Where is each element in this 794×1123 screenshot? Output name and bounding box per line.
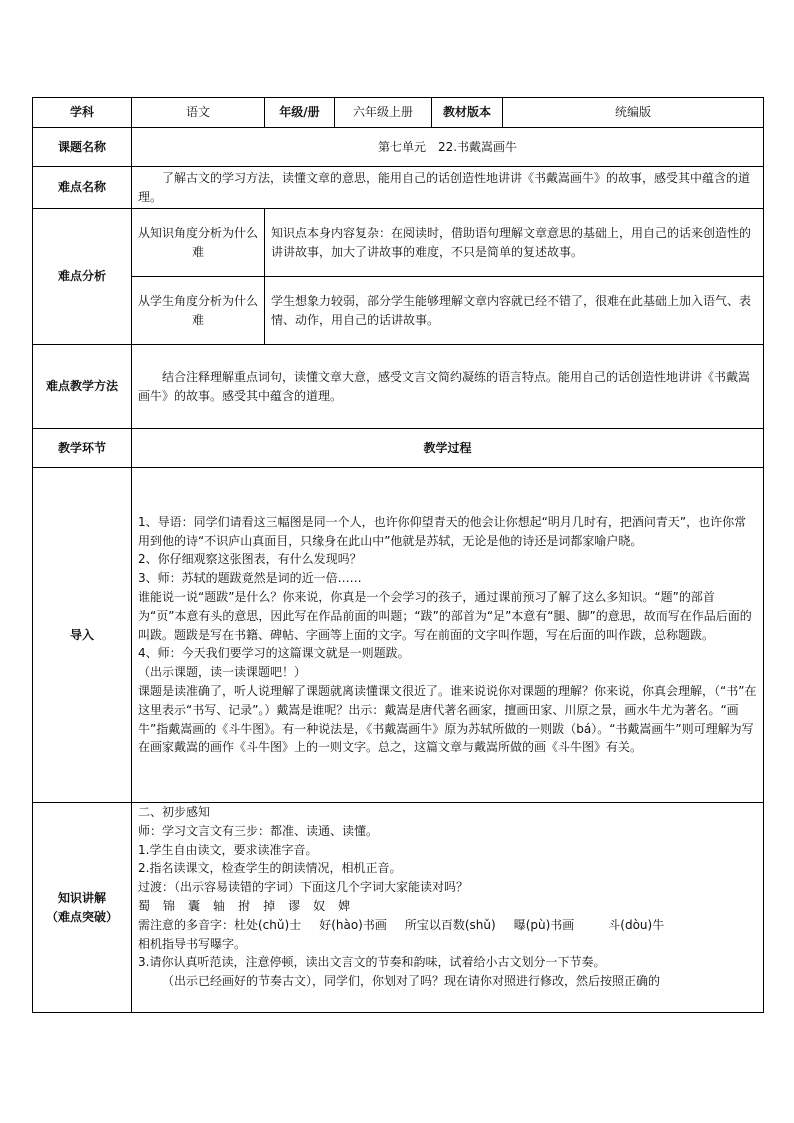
- analysis-knowledge-text: 知识点本身内容复杂：在阅读时，借助语句理解文章意思的基础上，用自己的话来创造性的讲讲故事，加大了讲故事的难度，不只是简单的复述故事。: [271, 225, 752, 259]
- hard-char: 囊: [188, 898, 201, 913]
- hard-char: 锦: [163, 898, 176, 913]
- analysis-row-student: [33, 277, 764, 345]
- intro-paragraph-4: 谁能说一说“题跋”是什么？你来说，你真是一个会学习的孩子，通过课前预习了解了这么多知识。“题”的部首为“页”本意有头的意思，因此写在作品前面的叫题；“跋”的部首为“足”本意有“腿、脚”的意思，故而写在作品后面的叫跋。题跋是写在书籍、碑帖、字画等上面的文字。写在前面的文字叫作题，写在后面的叫作跋，总称题跋。: [138, 590, 752, 642]
- knowledge-line-3: 1.学生自由读文，要求读准字音。: [138, 842, 318, 857]
- polyphonic-d: 斗(dòu)牛: [608, 917, 665, 932]
- analysis-row-knowledge: [33, 209, 764, 277]
- hard-char: 婢: [338, 898, 351, 913]
- difficulty-label: 难点名称: [33, 167, 132, 209]
- intro-paragraph-5: 4、师：今天我们要学习的这篇课文就是一则题跋。: [138, 646, 410, 661]
- grade-value: 六年级上册: [335, 98, 432, 128]
- header-row: [33, 98, 764, 128]
- polyphonic-prefix: 需注意的多音字：杜处(chǔ)士: [138, 917, 302, 932]
- hard-char: 轴: [213, 898, 226, 913]
- subject-label: 学科: [33, 98, 132, 128]
- knowledge-line-1: 二、初步感知: [138, 805, 211, 819]
- intro-paragraph-2: 2、你仔细观察这张图表，有什么发现吗？: [138, 552, 362, 567]
- knowledge-label: [33, 803, 132, 1013]
- analysis-knowledge-label: 从知识角度分析为什么难: [132, 209, 265, 277]
- knowledge-line-8: 3.请你认真听范读，注意停顿，读出文言文的节奏和韵味，试着给小古文划分一下节奏。: [138, 955, 606, 970]
- method-cell: [132, 345, 764, 429]
- difficulty-cell: [132, 167, 764, 209]
- polyphonic-c: 曝(pù)书画: [513, 917, 575, 932]
- knowledge-line-9: （出示已经画好的节奏古文），同学们，你划对了吗？现在请你对照进行修改，然后按照正确的: [162, 974, 661, 989]
- analysis-knowledge-cell: [265, 209, 764, 277]
- topic-value: 第七单元 22.书戴嵩画牛: [132, 128, 764, 167]
- hard-char: 蜀: [138, 898, 151, 913]
- hard-char: 拊: [238, 898, 251, 913]
- hard-characters-list: [138, 897, 757, 916]
- polyphonic-b: 所宝以百数(shǔ): [404, 917, 496, 932]
- grade-label: 年级/册: [265, 98, 335, 128]
- analysis-student-cell: [265, 277, 764, 345]
- analysis-student-label: 从学生角度分析为什么难: [132, 277, 265, 345]
- analysis-label: 难点分析: [33, 209, 132, 345]
- polyphonic-a: 好(hào)书画: [319, 917, 387, 932]
- knowledge-line-5: 过渡：（出示容易读错的字词）下面这几个字词大家能读对吗？: [138, 880, 469, 895]
- difficulty-row: [33, 167, 764, 209]
- knowledge-cell: [132, 803, 764, 1013]
- difficulty-text: 了解古文的学习方法，读懂文章的意思，能用自己的话创造性地讲讲《书戴嵩画牛》的故事，感受其中蕴含的道理。: [138, 170, 751, 204]
- hard-char: 谬: [288, 898, 301, 913]
- edition-label: 教材版本: [432, 98, 503, 128]
- process-step-label: 教学环节: [33, 429, 132, 468]
- topic-row: [33, 128, 764, 167]
- subject-value: 语文: [132, 98, 265, 128]
- knowledge-label-line-1: 知识讲解: [57, 890, 106, 905]
- intro-row: [33, 468, 764, 803]
- method-row: [33, 345, 764, 429]
- process-title: 教学过程: [132, 429, 764, 468]
- analysis-student-text: 学生想象力较弱，部分学生能够理解文章内容就已经不错了，很难在此基础上加入语气、表情、动作，用自己的话讲故事。: [271, 293, 752, 327]
- intro-paragraph-6: （出示课题，读一读课题吧！）: [138, 665, 307, 680]
- method-label: 难点教学方法: [33, 345, 132, 429]
- knowledge-label-line-2: （难点突破）: [45, 909, 118, 924]
- topic-label: 课题名称: [33, 128, 132, 167]
- knowledge-line-4: 2.指名读课文，检查学生的朗读情况，相机正音。: [138, 861, 402, 876]
- knowledge-line-2: 师：学习文言文有三步：都准、读通、读懂。: [138, 823, 379, 838]
- polyphonic-line: [138, 916, 757, 935]
- method-text: 结合注释理解重点词句，读懂文章大意，感受文言文简约凝练的语言特点。能用自己的话创造性地讲讲《书戴嵩画牛》的故事。感受其中蕴含的道理。: [138, 369, 751, 403]
- process-header-row: [33, 429, 764, 468]
- hard-char: 奴: [313, 898, 326, 913]
- intro-paragraph-7: 课题是读准确了，听人说理解了课题就离读懂课文很近了。谁来说说你对课题的理解？你来说，你真会理解，（“书”在这里表示“书写、记录”。）戴嵩是谁呢？出示：戴嵩是唐代著名画家，擅画田家、川原之景，画水牛尤为著名。“画牛”指戴嵩画的《斗牛图》。有一种说法是，《书戴嵩画牛》原为苏轼所做的一则跋（bá）。“书戴嵩画牛”则可理解为写在画家戴嵩的画作《斗牛图》上的一则文字。总之，这篇文章与戴嵩所做的画《斗牛图》有关。: [138, 683, 757, 755]
- intro-paragraph-1: 1、导语：同学们请看这三幅图是同一个人，也许你仰望青天的他会让你想起“明月几时有，把酒问青天”，也许你常用到他的诗“不识庐山真面目，只缘身在此山中”他就是苏轼，无论是他的诗还是词都家喻户晓。: [138, 514, 747, 548]
- lesson-plan-table: [32, 97, 764, 1013]
- intro-cell: [132, 468, 764, 803]
- intro-paragraph-3: 3、师：苏轼的题跋竟然是词的近一倍……: [138, 571, 362, 586]
- knowledge-line-7: 相机指导书写曝字。: [138, 936, 247, 951]
- hard-char: 掉: [263, 898, 276, 913]
- knowledge-row: [33, 803, 764, 1013]
- edition-value: 统编版: [503, 98, 764, 128]
- intro-label: 导入: [33, 468, 132, 803]
